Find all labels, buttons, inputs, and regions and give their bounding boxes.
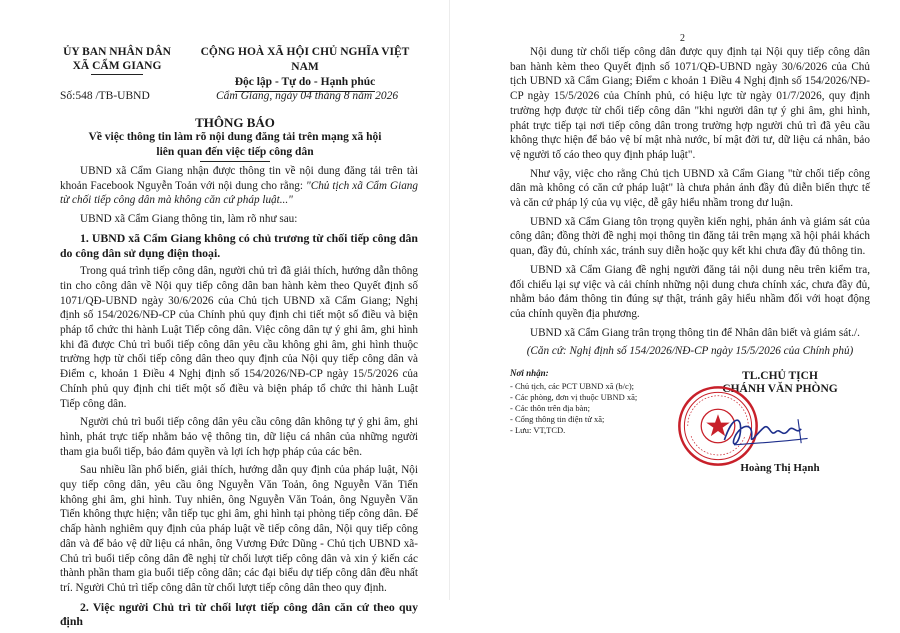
authority-line-2: XÃ CẨM GIANG <box>72 60 162 72</box>
signer-title-1: TL.CHỦ TỊCH <box>742 370 818 382</box>
paragraph-5: Như vậy, việc cho rằng Chủ tịch UBND xã Cẩm Giang "từ chối tiếp công dân mà không có căn cứ pháp luật" là chưa phản ánh đầy đủ diễn biến thực tế và căn cứ pháp lý của vụ việc, dễ gây hiểu nhầm trong dư luận. <box>510 167 870 210</box>
legal-basis: (Căn cứ: Nghị định số 154/2026/NĐ-CP ngày 15/5/2026 của Chính phủ) <box>526 345 854 358</box>
recipient-item: - Chủ tịch, các PCT UBND xã (b/c); <box>510 381 635 391</box>
signature-icon <box>718 408 814 456</box>
recipient-item: - Các phòng, đơn vị thuộc UBND xã; <box>510 392 638 402</box>
paragraph-8: UBND xã Cẩm Giang trân trọng thông tin để Nhân dân biết và giám sát./. <box>530 326 860 339</box>
paragraph-7: UBND xã Cẩm Giang đề nghị người đăng tải nội dung nêu trên kiểm tra, đối chiếu lại sự việc và cải chính những nội dung chưa chính xác, chưa đầy đủ, nhằm bảo đảm thông tin đúng sự thật, tránh gây hiểu nhầm đối với hoạt động của chính quyền địa phương. <box>510 263 870 320</box>
section-heading-2: 2. Việc người Chủ trì từ chối lượt tiếp công dân căn cứ theo quy định <box>60 599 418 629</box>
document-subtitle-1: Về việc thông tin làm rõ nội dung đăng tải trên mạng xã hội <box>88 131 382 143</box>
paragraph-2: Người chủ trì buổi tiếp công dân yêu cầu công dân không tự ý ghi âm, ghi hình, phát trực tiếp nhằm bảo vệ thông tin, dữ liệu cá nhân của những người tham gia buổi tiếp, bảo đảm quyền và lợi ích hợp pháp của các bên. <box>60 416 418 458</box>
document-date: Cẩm Giang, ngày 04 tháng 8 năm 2026 <box>216 90 399 102</box>
recipients-list <box>510 381 700 436</box>
document-page-1 <box>0 0 450 629</box>
document-number: Số:548 /TB-UBND <box>60 90 150 102</box>
paragraph-4: Nội dung từ chối tiếp công dân được quy định tại Nội quy tiếp công dân ban hành kèm theo Quyết định số 1071/QĐ-UBND ngày 30/6/2026 của Chủ tịch UBND xã Cẩm Giang; Điểm c khoản 1 Điều 4 Nghị định số 154/2026/NĐ-CP ngày 15/5/2026 của Chính phủ, có hiệu lực từ ngày 01/7/2026, quy định trường hợp được từ chối tiếp công dân "khi người dân tự ý ghi âm, ghi hình, phát trực tiếp tại nơi tiếp công dân trong trường hợp người chủ trì đã yêu cầu không thực hiện để bảo vệ bí mật nhà nước, bí mật đời tư, dữ liệu cá nhân, bảo vệ người tố cáo theo quy định pháp luật". <box>510 46 870 161</box>
paragraph-6: UBND xã Cẩm Giang tôn trọng quyền kiến nghị, phản ánh và giám sát của công dân; đồng thời đề nghị mọi thông tin đăng tải trên mạng xã hội phải khách quan, đầy đủ, chính xác, tránh suy diễn hoặc quy kết khi chưa đầy đủ thông tin. <box>510 215 870 258</box>
authority-line-1: ỦY BAN NHÂN DÂN <box>63 46 171 58</box>
paragraph-3: Sau nhiều lần phổ biến, giải thích, hướng dẫn quy định của pháp luật, Nội quy tiếp công dân, yêu cầu ông Nguyễn Văn Toản, ông Nguyễn Văn Tiến không ghi âm, ghi hình. Tuy nhiên, ông Nguyễn Văn Toản, ông Nguyễn Văn Tiến không thực hiện; vẫn tiếp tục ghi âm, ghi hình tại phòng tiếp công dân. Để chấp hành nghiêm quy định của pháp luật về tiếp công dân, Nội quy tiếp công dân và để bảo vệ dữ liệu cá nhân, ông Vương Đức Dũng - Chủ tịch UBND xã- Chủ trì buổi tiếp công dân đề nghị từ chối lượt tiếp công dân và xin ý kiến các thành phần tham gia buổi tiếp công dân; các đại biểu dự tiếp công dân đều nhất trí. Người Chủ trì tiếp công dân từ chối lượt tiếp công dân theo quy định. <box>60 464 418 594</box>
intro-quote: "Chủ tịch xã Cẩm Giang từ chối tiếp công dân mà không căn cứ pháp luật..." <box>60 179 418 207</box>
intro-text: UBND xã Cẩm Giang nhận được thông tin về nội dung đăng tải trên tài khoản Facebook Nguyễn Toản với nội dung cho rằng: <box>60 165 418 192</box>
recipients-block <box>510 368 700 436</box>
section-heading-1: 1. UBND xã Cẩm Giang không có chủ trương từ chối tiếp công dân do công dân sử dụng điện thoại. <box>60 230 418 260</box>
document-subtitle-2: liên quan đến việc tiếp công dân <box>156 146 314 158</box>
authority-underline <box>91 74 143 75</box>
national-motto <box>190 45 420 92</box>
recipient-item: - Lưu: VT,TCD. <box>510 425 566 435</box>
issuing-authority <box>52 45 182 75</box>
signer-name: Hoàng Thị Hạnh <box>740 462 820 474</box>
document-page-2 <box>450 0 900 600</box>
intro-paragraph <box>60 164 418 208</box>
page-number: 2 <box>680 33 685 44</box>
title-underline <box>200 161 270 162</box>
recipient-item: - Cổng thông tin điện tử xã; <box>510 414 605 424</box>
page2-body <box>510 45 870 359</box>
nation-name: CỘNG HOÀ XÃ HỘI CHỦ NGHĨA VIỆT NAM <box>200 46 410 73</box>
motto: Độc lập - Tự do - Hạnh phúc <box>234 76 376 88</box>
recipient-item: - Các thôn trên địa bàn; <box>510 403 591 413</box>
paragraph-1: Trong quá trình tiếp công dân, người chủ trì đã giải thích, hướng dẫn thông tin cho công dân về Nội quy tiếp công dân ban hành kèm theo Quyết định số 1071/QĐ-UBND ngày 30/6/2026 của Chủ tịch UBND xã Cẩm Giang; Nghị định số 154/2026/NĐ-CP của Chính phủ quy định chi tiết một số điều và biện pháp tổ chức thi hành Luật Tiếp công dân. Việc công dân tự ý ghi âm, ghi hình khi đã được Chủ trì buổi tiếp công dân yêu cầu không ghi âm, ghi hình thuộc trường hợp từ chối tiếp công dân theo quy định của Nội quy tiếp công dân và Điểm c, khoản 1 Điều 4 Nghị định số 154/2026/NĐ-CP ngày 15/5/2026 của Chính phủ quy định chi tiết một số điều và biện pháp tổ chức thi hành Luật Tiếp công dân. <box>60 265 418 410</box>
signer-title-2: CHÁNH VĂN PHÒNG <box>722 383 838 395</box>
info-paragraph: UBND xã Cẩm Giang thông tin, làm rõ như sau: <box>80 213 298 226</box>
document-title-block <box>70 115 400 162</box>
document-title: THÔNG BÁO <box>195 115 275 130</box>
page1-body <box>60 164 418 633</box>
recipients-label: Nơi nhận: <box>510 368 549 378</box>
